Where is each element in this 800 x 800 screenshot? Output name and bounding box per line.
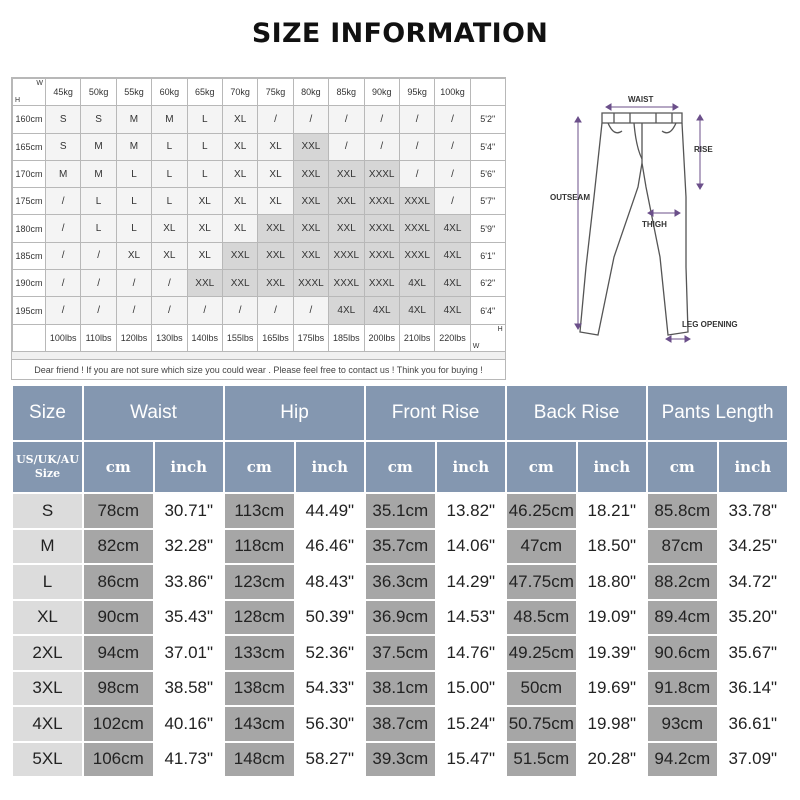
cm-value: 93cm — [648, 707, 717, 741]
size-cell: / — [435, 160, 470, 187]
size-cell: XL — [152, 242, 187, 269]
size-cell: L — [187, 160, 222, 187]
cm-value: 102cm — [84, 707, 153, 741]
height-row — [13, 297, 506, 324]
size-cell: XXL — [293, 242, 328, 269]
height-cm-label: 195cm — [13, 297, 46, 324]
size-cell: XXXL — [293, 270, 328, 297]
weight-kg-row — [13, 79, 506, 106]
inch-value: 18.50" — [578, 530, 647, 564]
height-row — [13, 160, 506, 187]
cm-value: 91.8cm — [648, 672, 717, 706]
unit-cm-header: cm — [366, 442, 435, 492]
weight-height-chart — [11, 77, 506, 380]
size-label: 5XL — [13, 743, 82, 777]
size-cell: / — [152, 270, 187, 297]
size-cell: L — [152, 160, 187, 187]
weight-lbs-row — [13, 324, 506, 351]
cm-value: 143cm — [225, 707, 294, 741]
size-cell: XXL — [258, 215, 293, 242]
size-cell: XL — [187, 242, 222, 269]
table-row — [13, 601, 787, 635]
weight-kg-header: 85kg — [329, 79, 364, 106]
size-cell: S — [81, 106, 116, 133]
cm-value: 88.2cm — [648, 565, 717, 599]
height-cm-label: 170cm — [13, 160, 46, 187]
size-cell: XXL — [329, 215, 364, 242]
cm-value: 36.3cm — [366, 565, 435, 599]
weight-kg-header: 65kg — [187, 79, 222, 106]
size-cell: L — [116, 160, 151, 187]
size-cell: XXXL — [399, 215, 434, 242]
inch-value: 36.14" — [719, 672, 788, 706]
size-cell: L — [187, 106, 222, 133]
blank-cell — [13, 324, 46, 351]
unit-inch-header: inch — [155, 442, 224, 492]
cm-value: 90.6cm — [648, 636, 717, 670]
cm-value: 98cm — [84, 672, 153, 706]
size-cell: / — [399, 133, 434, 160]
size-cell: XL — [222, 160, 257, 187]
inch-value: 36.61" — [719, 707, 788, 741]
cm-value: 94cm — [84, 636, 153, 670]
inch-value: 34.72" — [719, 565, 788, 599]
measure-group-header: Hip — [225, 386, 364, 440]
height-row — [13, 133, 506, 160]
cm-value: 148cm — [225, 743, 294, 777]
size-cell: XL — [222, 133, 257, 160]
height-ft-label: 6'4" — [470, 297, 505, 324]
size-cell: XXL — [293, 133, 328, 160]
weight-kg-header: 45kg — [46, 79, 81, 106]
size-cell: / — [116, 270, 151, 297]
weight-lbs-header: 210lbs — [399, 324, 434, 351]
size-cell: XL — [222, 188, 257, 215]
inch-value: 30.71" — [155, 494, 224, 528]
weight-kg-header: 80kg — [293, 79, 328, 106]
size-system-sublabel: Size — [34, 467, 61, 480]
weight-kg-header: 50kg — [81, 79, 116, 106]
cm-value: 78cm — [84, 494, 153, 528]
rise-label: RISE — [694, 145, 713, 154]
size-cell: XL — [222, 215, 257, 242]
inch-value: 35.67" — [719, 636, 788, 670]
size-cell: L — [187, 133, 222, 160]
size-cell: / — [293, 297, 328, 324]
size-cell: S — [46, 133, 81, 160]
size-system-label: US/UK/AU — [16, 453, 79, 466]
height-cm-label: 190cm — [13, 270, 46, 297]
size-cell: / — [364, 133, 399, 160]
weight-height-table — [12, 78, 506, 352]
size-cell: XL — [152, 215, 187, 242]
inch-value: 56.30" — [296, 707, 365, 741]
weight-kg-header: 55kg — [116, 79, 151, 106]
inch-value: 19.98" — [578, 707, 647, 741]
cm-value: 138cm — [225, 672, 294, 706]
leg-opening-label: LEG OPENING — [682, 320, 738, 329]
size-table-unit-header — [13, 442, 787, 492]
inch-value: 58.27" — [296, 743, 365, 777]
inch-value: 18.21" — [578, 494, 647, 528]
inch-value: 38.58" — [155, 672, 224, 706]
cm-value: 36.9cm — [366, 601, 435, 635]
size-cell: / — [329, 106, 364, 133]
size-label: S — [13, 494, 82, 528]
unit-inch-header: inch — [719, 442, 788, 492]
thigh-label: THIGH — [642, 220, 667, 229]
weight-lbs-header: 220lbs — [435, 324, 470, 351]
height-weight-corner — [13, 79, 46, 106]
unit-cm-header: cm — [84, 442, 153, 492]
size-cell: / — [222, 297, 257, 324]
size-cell: M — [81, 133, 116, 160]
cm-value: 49.25cm — [507, 636, 576, 670]
measure-group-header: Waist — [84, 386, 223, 440]
weight-lbs-header: 110lbs — [81, 324, 116, 351]
size-cell: S — [46, 106, 81, 133]
inch-value: 41.73" — [155, 743, 224, 777]
unit-inch-header: inch — [296, 442, 365, 492]
size-cell: L — [116, 215, 151, 242]
size-cell: 4XL — [399, 297, 434, 324]
size-cell: 4XL — [435, 215, 470, 242]
cm-value: 35.1cm — [366, 494, 435, 528]
inch-value: 35.20" — [719, 601, 788, 635]
page-title: SIZE INFORMATION — [251, 18, 549, 49]
weight-lbs-header: 140lbs — [187, 324, 222, 351]
table-row — [13, 743, 787, 777]
inch-value: 19.69" — [578, 672, 647, 706]
size-cell: XXXL — [364, 188, 399, 215]
size-cell: / — [46, 270, 81, 297]
inch-value: 18.80" — [578, 565, 647, 599]
size-cell: L — [81, 215, 116, 242]
size-system-header — [13, 442, 82, 492]
size-cell: / — [81, 270, 116, 297]
cm-value: 90cm — [84, 601, 153, 635]
size-label: 2XL — [13, 636, 82, 670]
size-cell: XL — [258, 133, 293, 160]
cm-value: 82cm — [84, 530, 153, 564]
height-row — [13, 215, 506, 242]
size-cell: XXL — [293, 188, 328, 215]
size-cell: XXL — [329, 188, 364, 215]
corner-w-label: W — [36, 80, 43, 87]
size-cell: XXXL — [364, 242, 399, 269]
size-cell: L — [116, 188, 151, 215]
cm-value: 46.25cm — [507, 494, 576, 528]
size-cell: / — [258, 106, 293, 133]
size-cell: M — [116, 133, 151, 160]
size-cell: XXL — [222, 242, 257, 269]
weight-lbs-header: 130lbs — [152, 324, 187, 351]
inch-value: 20.28" — [578, 743, 647, 777]
inch-value: 50.39" — [296, 601, 365, 635]
inch-value: 40.16" — [155, 707, 224, 741]
inch-value: 14.76" — [437, 636, 506, 670]
corner-w-label: W — [472, 342, 480, 350]
table-row — [13, 707, 787, 741]
blank-cell — [470, 79, 505, 106]
size-cell: / — [46, 242, 81, 269]
cm-value: 50cm — [507, 672, 576, 706]
inch-value: 13.82" — [437, 494, 506, 528]
table-row — [13, 494, 787, 528]
size-cell: XL — [258, 188, 293, 215]
inch-value: 33.86" — [155, 565, 224, 599]
weight-kg-header: 90kg — [364, 79, 399, 106]
inch-value: 48.43" — [296, 565, 365, 599]
weight-lbs-header: 185lbs — [329, 324, 364, 351]
size-cell: L — [81, 188, 116, 215]
weight-lbs-header: 100lbs — [46, 324, 81, 351]
table-row — [13, 672, 787, 706]
inch-value: 44.49" — [296, 494, 365, 528]
cm-value: 113cm — [225, 494, 294, 528]
size-cell: M — [116, 106, 151, 133]
size-cell: XXXL — [399, 242, 434, 269]
size-cell: M — [46, 160, 81, 187]
height-cm-label: 175cm — [13, 188, 46, 215]
outseam-label: OUTSEAM — [550, 193, 590, 202]
inch-value: 15.00" — [437, 672, 506, 706]
weight-kg-header: 70kg — [222, 79, 257, 106]
height-ft-label: 5'6" — [470, 160, 505, 187]
weight-lbs-header: 200lbs — [364, 324, 399, 351]
cm-value: 85.8cm — [648, 494, 717, 528]
inch-value: 14.53" — [437, 601, 506, 635]
cm-value: 39.3cm — [366, 743, 435, 777]
cm-value: 87cm — [648, 530, 717, 564]
size-cell: 4XL — [399, 270, 434, 297]
size-cell: / — [329, 133, 364, 160]
cm-value: 38.7cm — [366, 707, 435, 741]
size-cell: / — [293, 106, 328, 133]
inch-value: 37.09" — [719, 743, 788, 777]
cm-value: 35.7cm — [366, 530, 435, 564]
unit-cm-header: cm — [507, 442, 576, 492]
size-header: Size — [13, 386, 82, 440]
cm-value: 128cm — [225, 601, 294, 635]
height-row — [13, 106, 506, 133]
size-cell: / — [435, 106, 470, 133]
height-ft-label: 5'4" — [470, 133, 505, 160]
height-row — [13, 242, 506, 269]
size-cell: M — [152, 106, 187, 133]
inch-value: 33.78" — [719, 494, 788, 528]
size-cell: XXL — [258, 270, 293, 297]
unit-cm-header: cm — [225, 442, 294, 492]
measure-group-header: Pants Length — [648, 386, 787, 440]
weight-kg-header: 60kg — [152, 79, 187, 106]
cm-value: 94.2cm — [648, 743, 717, 777]
size-cell: / — [399, 106, 434, 133]
height-cm-label: 180cm — [13, 215, 46, 242]
cm-value: 123cm — [225, 565, 294, 599]
cm-value: 38.1cm — [366, 672, 435, 706]
size-cell: XXL — [293, 160, 328, 187]
size-cell: XXXL — [329, 270, 364, 297]
size-cell: / — [81, 297, 116, 324]
unit-inch-header: inch — [437, 442, 506, 492]
size-cell: 4XL — [435, 270, 470, 297]
size-label: L — [13, 565, 82, 599]
table-row — [13, 636, 787, 670]
size-cell: / — [116, 297, 151, 324]
measure-group-header: Back Rise — [507, 386, 646, 440]
unit-inch-header: inch — [578, 442, 647, 492]
cm-value: 47.75cm — [507, 565, 576, 599]
size-cell: XXL — [222, 270, 257, 297]
cm-value: 48.5cm — [507, 601, 576, 635]
inch-value: 46.46" — [296, 530, 365, 564]
height-cm-label: 160cm — [13, 106, 46, 133]
size-cell: XL — [187, 215, 222, 242]
size-cell: / — [435, 133, 470, 160]
size-cell: 4XL — [435, 242, 470, 269]
cm-value: 89.4cm — [648, 601, 717, 635]
height-row — [13, 188, 506, 215]
contact-note: Dear friend ! If you are not sure which size you could wear . Please feel free to contact us ! Think you for buying ! — [12, 359, 505, 379]
inch-value: 14.06" — [437, 530, 506, 564]
cm-value: 86cm — [84, 565, 153, 599]
height-cm-label: 165cm — [13, 133, 46, 160]
inch-value: 32.28" — [155, 530, 224, 564]
size-cell: / — [46, 188, 81, 215]
size-cell: XXXL — [399, 188, 434, 215]
measure-group-header: Front Rise — [366, 386, 505, 440]
inch-value: 52.36" — [296, 636, 365, 670]
height-ft-label: 5'9" — [470, 215, 505, 242]
corner-h-label: H — [497, 325, 503, 333]
weight-kg-header: 95kg — [399, 79, 434, 106]
inch-value: 34.25" — [719, 530, 788, 564]
cm-value: 50.75cm — [507, 707, 576, 741]
cm-value: 133cm — [225, 636, 294, 670]
weight-lbs-header: 155lbs — [222, 324, 257, 351]
size-cell: / — [399, 160, 434, 187]
size-cell: M — [81, 160, 116, 187]
size-cell: / — [364, 106, 399, 133]
pants-diagram — [510, 77, 788, 380]
size-label: 4XL — [13, 707, 82, 741]
size-cell: XL — [258, 160, 293, 187]
table-row — [13, 530, 787, 564]
table-row — [13, 565, 787, 599]
size-cell: / — [258, 297, 293, 324]
size-cell: XXL — [258, 242, 293, 269]
cm-value: 51.5cm — [507, 743, 576, 777]
size-cell: XXXL — [364, 270, 399, 297]
size-cell: / — [435, 188, 470, 215]
size-cell: L — [152, 188, 187, 215]
size-cell: XL — [222, 106, 257, 133]
cm-value: 37.5cm — [366, 636, 435, 670]
cm-value: 118cm — [225, 530, 294, 564]
inch-value: 35.43" — [155, 601, 224, 635]
size-cell: XXL — [293, 215, 328, 242]
size-cell: / — [187, 297, 222, 324]
unit-cm-header: cm — [648, 442, 717, 492]
size-cell: XXXL — [364, 215, 399, 242]
weight-lbs-header: 175lbs — [293, 324, 328, 351]
size-cell: XXXL — [364, 160, 399, 187]
weight-kg-header: 75kg — [258, 79, 293, 106]
inch-value: 15.24" — [437, 707, 506, 741]
size-cell: / — [152, 297, 187, 324]
height-ft-label: 6'1" — [470, 242, 505, 269]
size-label: 3XL — [13, 672, 82, 706]
size-cell: / — [81, 242, 116, 269]
cm-value: 106cm — [84, 743, 153, 777]
height-ft-label: 5'7" — [470, 188, 505, 215]
size-cell: XXXL — [329, 242, 364, 269]
inch-value: 19.09" — [578, 601, 647, 635]
size-label: XL — [13, 601, 82, 635]
size-cell: XL — [187, 188, 222, 215]
size-table-group-header — [13, 386, 787, 440]
waist-label: WAIST — [628, 95, 654, 104]
cm-value: 47cm — [507, 530, 576, 564]
weight-kg-header: 100kg — [435, 79, 470, 106]
corner-h-label: H — [15, 97, 21, 105]
inch-value: 37.01" — [155, 636, 224, 670]
size-cell: 4XL — [364, 297, 399, 324]
inch-value: 19.39" — [578, 636, 647, 670]
size-cell: XL — [116, 242, 151, 269]
size-cell: L — [152, 133, 187, 160]
inch-value: 15.47" — [437, 743, 506, 777]
size-label: M — [13, 530, 82, 564]
size-cell: / — [46, 215, 81, 242]
inch-value: 14.29" — [437, 565, 506, 599]
height-cm-label: 185cm — [13, 242, 46, 269]
weight-lbs-header: 120lbs — [116, 324, 151, 351]
height-ft-label: 5'2" — [470, 106, 505, 133]
inch-value: 54.33" — [296, 672, 365, 706]
size-cell: XXL — [329, 160, 364, 187]
size-cell: 4XL — [329, 297, 364, 324]
size-measurement-table — [11, 384, 789, 778]
weight-lbs-header: 165lbs — [258, 324, 293, 351]
height-weight-corner-bottom — [470, 324, 505, 351]
size-cell: 4XL — [435, 297, 470, 324]
size-cell: / — [46, 297, 81, 324]
height-ft-label: 6'2" — [470, 270, 505, 297]
height-row — [13, 270, 506, 297]
size-cell: XXL — [187, 270, 222, 297]
